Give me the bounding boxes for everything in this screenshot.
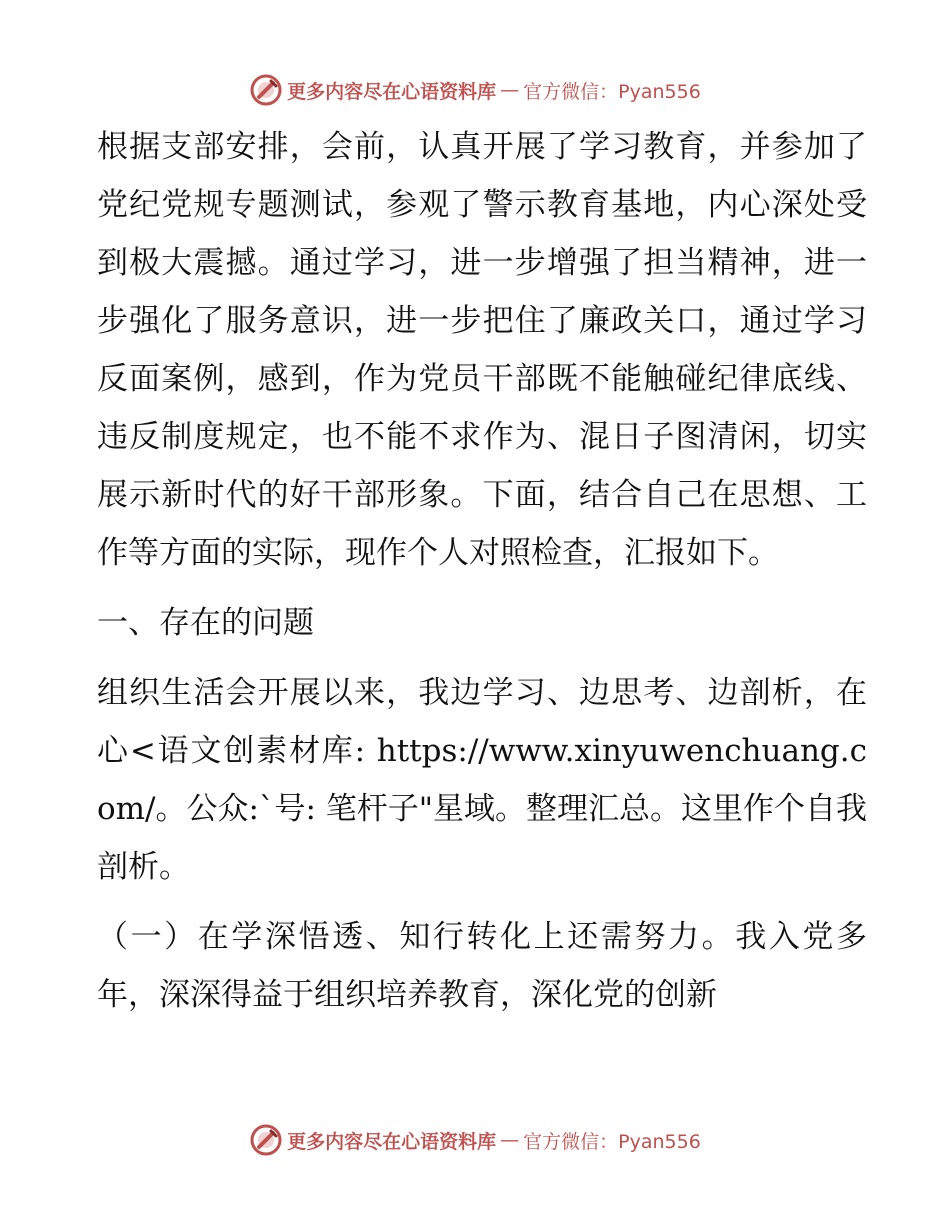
header-banner-inner — [249, 73, 701, 107]
paragraph-intro: 根据支部安排，会前，认真开展了学习教育，并参加了党纪党规专题测试，参观了警示教育基地，内心深处受到极大震撼。通过学习，进一步增强了担当精神，进一步强化了服务意识，进一步把住了廉政关口，通过学习反面案例，感到，作为党员干部既不能触碰纪律底线、违反制度规定，也不能不求作为、混日子图清闲，切实展示新时代的好干部形象。下面，结合自己在思想、工作等方面的实际，现作个人对照检查，汇报如下。 — [97, 129, 867, 571]
paragraph-self-analysis: 组织生活会开展以来，我边学习、边思考、边剖析，在心<语文创素材库: https://www.xinyuwenchuang.com/。公众:`号: 笔杆子"星域。整理汇总。这里作个自我剖析。 — [97, 675, 868, 885]
paragraph-subsection-1: （一）在学深悟透、知行转化上还需努力。我入党多年，深深得益于组织培养教育，深化党的创新 — [97, 919, 867, 1013]
banner-wechat: 官方微信：Pyan556 — [523, 1130, 701, 1153]
stamp-logo-icon — [249, 73, 283, 107]
banner-title: 更多内容尽在心语资料库 — [287, 1130, 497, 1153]
footer-banner — [0, 1120, 950, 1160]
banner-title: 更多内容尽在心语资料库 — [287, 80, 497, 103]
document-body — [97, 118, 867, 1036]
banner-wechat: 官方微信：Pyan556 — [523, 80, 701, 103]
footer-banner-inner — [249, 1123, 701, 1157]
stamp-logo-icon — [249, 1123, 283, 1157]
section-heading-problems: 一、存在的问题 — [97, 605, 314, 641]
header-banner — [0, 70, 950, 110]
banner-separator: — — [500, 79, 520, 101]
banner-separator: — — [500, 1129, 520, 1151]
